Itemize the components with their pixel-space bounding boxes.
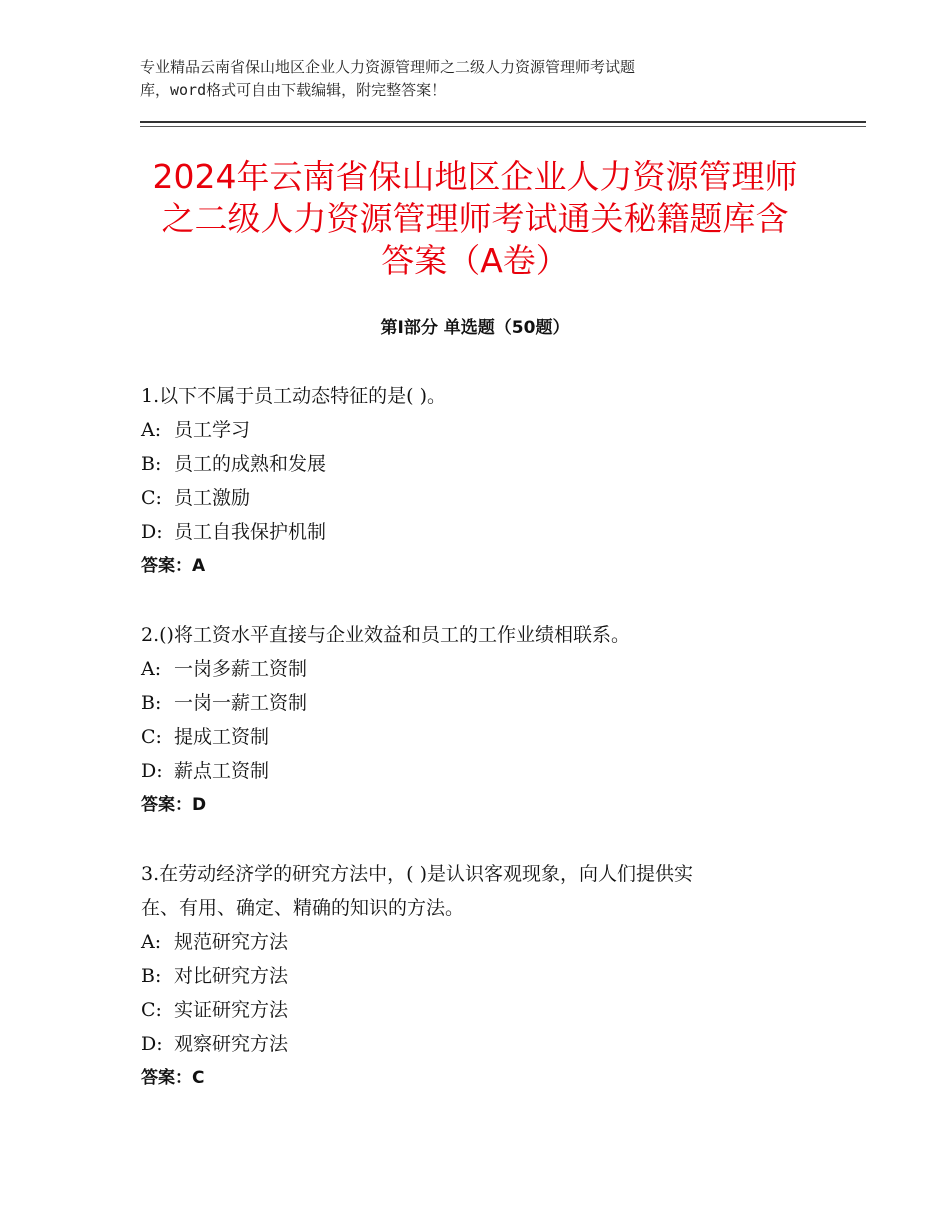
option-key: D: — [141, 521, 163, 543]
option-key: D: — [141, 1033, 163, 1055]
option-key: C: — [141, 999, 162, 1021]
option-text: 员工激励 — [174, 487, 251, 509]
section-title: 第Ⅰ部分 单选题（50题） — [380, 318, 570, 338]
question-3-option-b — [141, 962, 288, 990]
option-key: D: — [141, 760, 163, 782]
header-note-line-2: 库，word格式可自由下载编辑，附完整答案！ — [140, 81, 447, 99]
question-3-stem-line-1: 3.在劳动经济学的研究方法中，( )是认识客观现象，向人们提供实 — [141, 863, 693, 885]
option-text: 对比研究方法 — [174, 965, 289, 987]
question-1-option-a — [141, 416, 250, 444]
option-text: 薪点工资制 — [174, 760, 270, 782]
question-2-option-a — [141, 655, 307, 683]
question-2-option-d — [141, 757, 269, 785]
option-key: A: — [141, 658, 162, 680]
question-3-option-a — [141, 928, 288, 956]
document-title-line-2: 之二级人力资源管理师考试通关秘籍题库含 — [161, 199, 789, 238]
option-key: C: — [141, 726, 162, 748]
header-note — [140, 56, 820, 102]
option-text: 实证研究方法 — [174, 999, 289, 1021]
question-2-stem: 2.()将工资水平直接与企业效益和员工的工作业绩相联系。 — [141, 624, 630, 646]
question-3-answer: 答案：C — [141, 1068, 205, 1088]
option-key: B: — [141, 453, 162, 475]
header-note-line-1: 专业精品云南省保山地区企业人力资源管理师之二级人力资源管理师考试题 — [140, 58, 636, 76]
option-text: 员工的成熟和发展 — [174, 453, 327, 475]
question-1-option-d — [141, 518, 326, 546]
option-key: B: — [141, 965, 162, 987]
option-key: A: — [141, 419, 162, 441]
question-1-answer: 答案：A — [141, 556, 206, 576]
question-2-answer: 答案：D — [141, 795, 207, 815]
option-text: 提成工资制 — [174, 726, 270, 748]
option-text: 规范研究方法 — [174, 931, 289, 953]
option-text: 员工自我保护机制 — [174, 521, 327, 543]
question-1-stem: 1.以下不属于员工动态特征的是( )。 — [141, 385, 446, 407]
option-text: 一岗多薪工资制 — [174, 658, 308, 680]
document-title-line-3: 答案（A卷） — [381, 241, 569, 280]
question-3-option-c — [141, 996, 288, 1024]
header-divider-thick — [140, 121, 866, 123]
option-key: A: — [141, 931, 162, 953]
option-text: 观察研究方法 — [174, 1033, 289, 1055]
option-text: 员工学习 — [174, 419, 251, 441]
option-text: 一岗一薪工资制 — [174, 692, 308, 714]
question-3-option-d — [141, 1030, 288, 1058]
option-key: B: — [141, 692, 162, 714]
question-1-option-b — [141, 450, 326, 478]
question-2-option-c — [141, 723, 269, 751]
document-title — [120, 156, 830, 282]
option-key: C: — [141, 487, 162, 509]
question-3-stem-line-2: 在、有用、确定、精确的知识的方法。 — [141, 897, 465, 919]
document-title-line-1: 2024年云南省保山地区企业人力资源管理师 — [152, 157, 798, 196]
header-divider-thin — [140, 126, 866, 127]
question-1-option-c — [141, 484, 250, 512]
question-2-option-b — [141, 689, 307, 717]
